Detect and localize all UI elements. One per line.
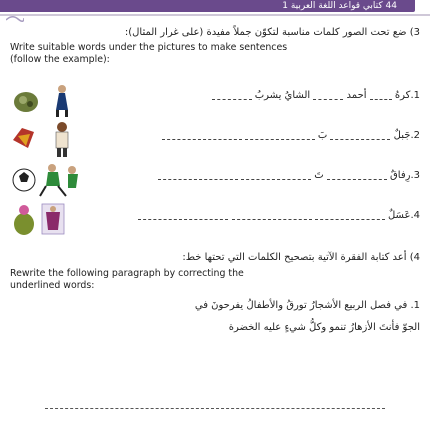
- answer-line[interactable]: [45, 408, 385, 409]
- exercise-row-2: [10, 120, 420, 158]
- q4-arabic-instruction: 4) أعد كتابة الفقرة الآتية بتصحيح الكلمات التي تحتها خط:: [182, 252, 420, 263]
- header-divider: [0, 14, 430, 16]
- picture-man-and-bird-icon: [10, 120, 125, 158]
- exercise-row-4: [10, 200, 420, 238]
- row-4-blank-2[interactable]: [232, 210, 312, 220]
- q3-arabic-instruction: 3) ضع تحت الصور كلمات مناسبة لتكوّن جملاً مفيدة (على غرار المثال):: [124, 27, 420, 38]
- q3-english-instruction-1: Write suitable words under the pictures to make sentences: [10, 42, 288, 53]
- row-1-word-c: الشايُ: [284, 90, 311, 101]
- row-1-word-a: 1.كرهُ: [394, 90, 420, 101]
- paragraph-line-1: 1. في فصل الربيع الأشجارُ تورقُ والأطفالُ يفرحونَ في: [194, 300, 420, 311]
- row-3-blank-3[interactable]: [158, 170, 238, 180]
- row-3-blank[interactable]: [327, 170, 387, 180]
- row-1-sentence: [212, 90, 420, 101]
- header-band: [0, 0, 415, 12]
- row-1-word-b: أحمد: [346, 90, 367, 101]
- row-2-sentence: [162, 130, 421, 141]
- row-2-word-b: بَ: [317, 130, 328, 141]
- q4-english-instruction-1: Rewrite the following paragraph by correcting the: [10, 268, 244, 279]
- row-3-word-b: تَ: [314, 170, 324, 181]
- row-1-blank-2[interactable]: [313, 90, 343, 100]
- row-3-sentence: [158, 170, 420, 181]
- row-2-blank-3[interactable]: [162, 130, 242, 140]
- row-1-blank[interactable]: [370, 90, 392, 100]
- picture-boy-drinking-icon: [10, 80, 125, 118]
- row-2-blank[interactable]: [330, 130, 390, 140]
- exercise-row-3: [10, 160, 420, 198]
- row-4-blank-3[interactable]: [138, 210, 228, 220]
- row-4-sentence: [138, 210, 420, 221]
- q3-english-instruction-2: (follow the example):: [10, 54, 110, 65]
- row-3-word-a: 3.رِفاقٌ: [390, 170, 420, 181]
- row-1-blank-3[interactable]: [212, 90, 252, 100]
- row-4-blank[interactable]: [315, 210, 385, 220]
- row-4-word-a: 4.عَسَلٌ: [387, 210, 420, 221]
- page-header-title: 44 كتابي قواعد اللغة العربية 1: [282, 1, 397, 11]
- top-bar: [0, 0, 430, 14]
- paragraph-line-2: الجوّ فأنتَ الأزهارُ تنمو وكلُّ شيءٍ عليه الخضرة: [228, 322, 420, 333]
- picture-honey-bottle-icon: [10, 200, 125, 238]
- exercise-row-1: [10, 80, 420, 118]
- row-2-blank-2[interactable]: [245, 130, 315, 140]
- row-3-blank-2[interactable]: [241, 170, 311, 180]
- q4-english-instruction-2: underlined words:: [10, 280, 95, 291]
- picture-football-players-icon: [10, 160, 125, 198]
- row-2-word-a: 2.جَبلٌ: [393, 130, 420, 141]
- row-1-word-d: يشربُ: [254, 90, 282, 101]
